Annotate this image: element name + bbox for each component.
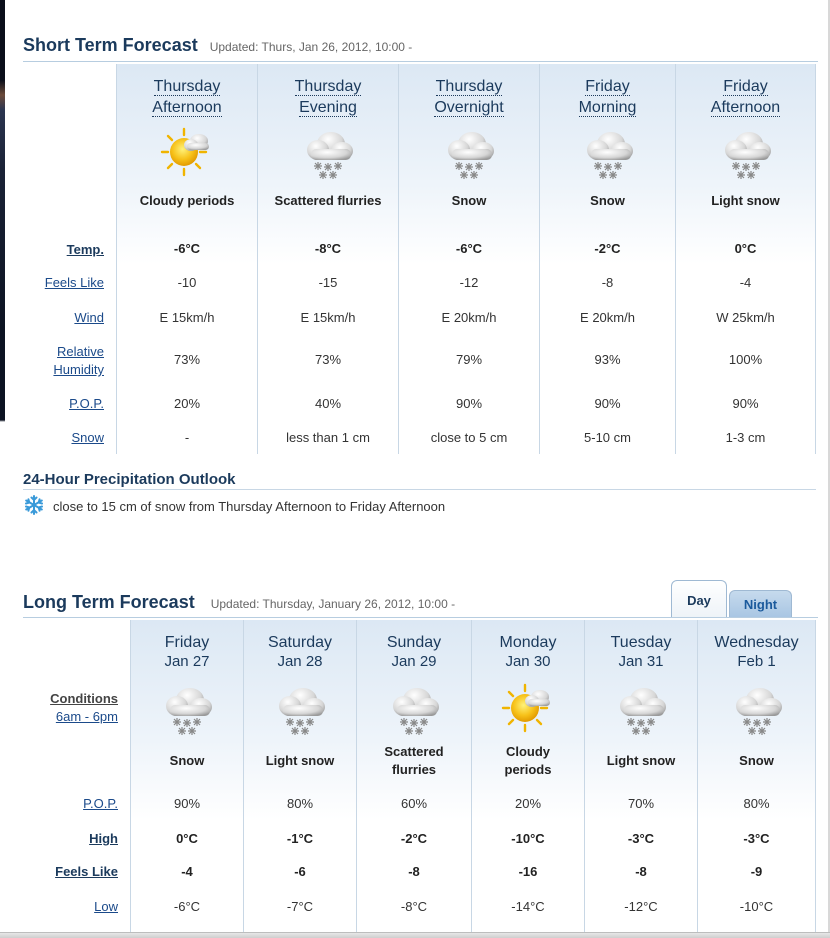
day-condition-line2: periods	[504, 762, 552, 777]
day-high: -1°C	[286, 831, 314, 846]
day-date: Jan 27	[164, 653, 210, 670]
period-day[interactable]: Thursday	[435, 78, 503, 95]
period-part[interactable]: Overnight	[434, 99, 504, 116]
period-pop: 40%	[314, 396, 342, 411]
humidity-label-line2[interactable]: Humidity	[53, 362, 104, 377]
period-column	[398, 64, 539, 454]
period-part[interactable]: Morning	[578, 99, 637, 116]
day-column	[471, 620, 584, 932]
period-column	[675, 64, 816, 454]
period-condition: Cloudy periods	[139, 193, 235, 208]
lt-feels-like-label[interactable]: Feels Like	[55, 864, 118, 879]
period-column	[116, 64, 257, 454]
day-date: Jan 30	[505, 653, 551, 670]
day-column	[243, 620, 356, 932]
period-feels-like: -4	[739, 275, 752, 290]
lt-pop-label[interactable]: P.O.P.	[83, 796, 118, 811]
day-low: -8°C	[400, 899, 428, 914]
period-snow: less than 1 cm	[286, 430, 370, 445]
period-day[interactable]: Friday	[723, 78, 768, 95]
snow-cloud-icon	[716, 125, 776, 181]
feels-like-label[interactable]: Feels Like	[44, 275, 104, 290]
snow-cloud-icon	[270, 681, 330, 737]
day-pop: 80%	[743, 796, 770, 811]
long-term-title: Long Term Forecast	[23, 592, 195, 612]
period-day[interactable]: Friday	[585, 78, 630, 95]
day-column	[584, 620, 697, 932]
snow-cloud-icon	[298, 125, 358, 181]
snow-cloud-icon	[157, 681, 217, 737]
low-label[interactable]: Low	[94, 899, 118, 914]
period-pop: 90%	[455, 396, 483, 411]
day-name: Wednesday	[714, 634, 799, 651]
day-low: -14°C	[511, 899, 545, 914]
sun-cloud-icon	[157, 125, 217, 181]
period-snow: 1-3 cm	[725, 430, 766, 445]
day-high: -10°C	[511, 831, 545, 846]
day-feels-like: -9	[750, 864, 763, 879]
day-pop: 70%	[627, 796, 655, 811]
day-name: Tuesday	[610, 634, 672, 651]
period-humidity: 93%	[594, 352, 621, 367]
period-part[interactable]: Evening	[299, 99, 357, 116]
outlook-text: close to 15 cm of snow from Thursday Afternoon to Friday Afternoon	[53, 499, 446, 514]
period-condition: Snow	[451, 193, 487, 208]
day-condition-line1: Light snow	[606, 753, 676, 768]
day-pop: 20%	[514, 796, 542, 811]
period-wind: E 20km/h	[441, 310, 497, 325]
conditions-label-line1[interactable]: Conditions	[50, 691, 118, 706]
short-term-table	[23, 64, 816, 454]
short-term-rule	[23, 61, 818, 62]
period-temp: -6°C	[173, 241, 201, 256]
pop-label[interactable]: P.O.P.	[69, 396, 104, 411]
snow-cloud-icon	[439, 125, 499, 181]
conditions-label-line2[interactable]: 6am - 6pm	[55, 709, 118, 724]
long-term-labels	[23, 620, 130, 932]
window-bottom-edge	[0, 932, 830, 938]
wind-label[interactable]: Wind	[74, 310, 104, 325]
long-term-rule	[23, 617, 818, 618]
day-name: Friday	[164, 634, 210, 651]
period-humidity: 73%	[173, 352, 201, 367]
period-snow: 5-10 cm	[584, 430, 631, 445]
day-name: Sunday	[386, 634, 442, 651]
period-pop: 90%	[732, 396, 759, 411]
period-humidity: 73%	[314, 352, 342, 367]
period-pop: 20%	[173, 396, 201, 411]
snow-cloud-icon	[727, 681, 787, 737]
tab-day[interactable]: Day	[671, 580, 727, 617]
period-temp: -6°C	[455, 241, 483, 256]
day-condition-line1: Scattered	[384, 744, 444, 759]
period-feels-like: -10	[177, 275, 197, 290]
day-high: -2°C	[400, 831, 428, 846]
period-snow: -	[184, 430, 190, 445]
day-high: -3°C	[743, 831, 770, 846]
day-date: Feb 1	[737, 653, 776, 670]
humidity-label-line1[interactable]: Relative	[57, 344, 104, 359]
period-feels-like: -8	[601, 275, 614, 290]
snow-cloud-icon	[578, 125, 638, 181]
day-pop: 80%	[286, 796, 314, 811]
temp-label[interactable]: Temp.	[66, 242, 104, 257]
period-day[interactable]: Thursday	[294, 78, 362, 95]
period-snow: close to 5 cm	[430, 430, 508, 445]
long-term-updated: Updated: Thursday, January 26, 2012, 10:00 -	[210, 597, 456, 611]
snow-cloud-icon	[384, 681, 444, 737]
short-term-labels	[23, 64, 116, 454]
period-column	[257, 64, 398, 454]
day-date: Jan 29	[391, 653, 437, 670]
period-pop: 90%	[594, 396, 621, 411]
period-feels-like: -15	[318, 275, 338, 290]
short-term-title: Short Term Forecast	[23, 35, 198, 55]
short-term-updated: Updated: Thurs, Jan 26, 2012, 10:00 -	[209, 40, 413, 54]
snowflake-icon	[23, 494, 45, 516]
day-high: -3°C	[627, 831, 655, 846]
snow-label[interactable]: Snow	[71, 430, 104, 445]
day-condition-line1: Cloudy	[505, 744, 551, 759]
period-feels-like: -12	[459, 275, 479, 290]
day-pop: 90%	[173, 796, 201, 811]
period-temp: -2°C	[594, 241, 621, 256]
period-condition: Scattered flurries	[274, 193, 382, 208]
outlook-rule	[23, 489, 816, 490]
day-condition-line1: Snow	[739, 753, 774, 768]
period-temp: 0°C	[734, 241, 757, 256]
day-name: Saturday	[267, 634, 333, 651]
day-low: -7°C	[286, 899, 314, 914]
day-condition-line1: Light snow	[265, 753, 335, 768]
day-column	[697, 620, 816, 932]
day-feels-like: -4	[181, 864, 193, 879]
period-humidity: 79%	[455, 352, 483, 367]
day-feels-like: -6	[294, 864, 306, 879]
day-condition-line1: Snow	[169, 753, 205, 768]
day-condition-line2: flurries	[391, 762, 437, 777]
period-humidity: 100%	[728, 352, 763, 367]
day-name: Monday	[499, 634, 557, 651]
short-term-header	[23, 35, 412, 56]
day-high: 0°C	[176, 831, 198, 846]
day-date: Jan 31	[618, 653, 664, 670]
sun-cloud-icon	[498, 681, 558, 737]
snow-cloud-icon	[611, 681, 671, 737]
day-date: Jan 28	[277, 653, 323, 670]
period-part[interactable]: Afternoon	[710, 99, 781, 116]
day-column	[356, 620, 471, 932]
period-wind: E 15km/h	[300, 310, 356, 325]
period-condition: Snow	[590, 193, 625, 208]
period-condition: Light snow	[711, 193, 780, 208]
long-term-table	[23, 620, 816, 932]
day-low: -6°C	[173, 899, 201, 914]
outlook-title: 24-Hour Precipitation Outlook	[23, 471, 236, 488]
period-wind: E 15km/h	[159, 310, 215, 325]
day-feels-like: -16	[518, 864, 538, 879]
period-wind: E 20km/h	[580, 310, 635, 325]
period-day[interactable]: Thursday	[153, 78, 221, 95]
day-low: -12°C	[624, 899, 658, 914]
day-pop: 60%	[400, 796, 428, 811]
day-feels-like: -8	[635, 864, 647, 879]
day-feels-like: -8	[408, 864, 420, 879]
period-column	[539, 64, 675, 454]
period-wind: W 25km/h	[716, 310, 775, 325]
day-column	[130, 620, 243, 932]
high-label[interactable]: High	[89, 831, 118, 846]
period-temp: -8°C	[314, 241, 342, 256]
period-part[interactable]: Afternoon	[152, 99, 222, 116]
long-term-header	[23, 592, 455, 613]
day-low: -10°C	[739, 899, 774, 914]
window-edge	[0, 0, 5, 938]
tab-night[interactable]: Night	[729, 590, 792, 617]
